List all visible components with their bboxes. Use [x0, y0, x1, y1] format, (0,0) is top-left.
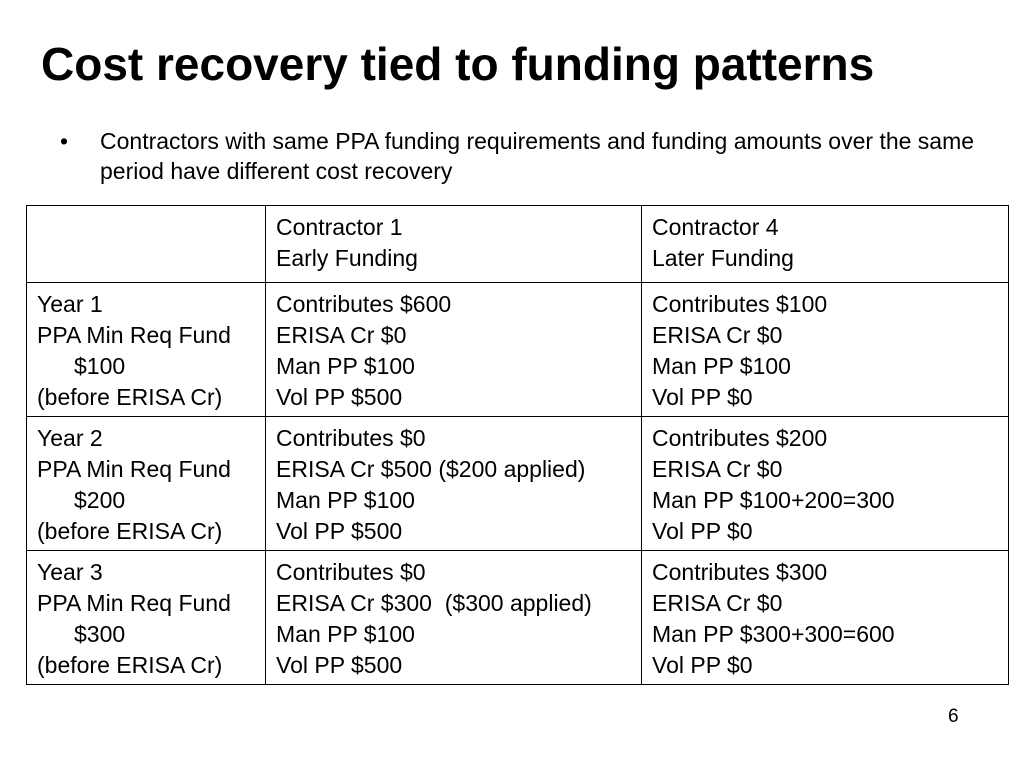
year-label-cell [27, 551, 266, 685]
voluntary-pp-text: Vol PP $0 [652, 518, 753, 544]
header-cell-empty [27, 206, 266, 283]
voluntary-pp-text: Vol PP $500 [276, 518, 403, 544]
header-funding-pattern: Later Funding [652, 245, 794, 271]
requirement-amount: $300 [74, 621, 126, 647]
erisa-credit-text: ERISA Cr $0 [652, 590, 783, 616]
contractor-1-cell [266, 283, 642, 417]
page-number: 6 [948, 706, 959, 727]
requirement-label: PPA Min Req Fund [37, 590, 231, 616]
erisa-credit-text: ERISA Cr $0 [652, 322, 783, 348]
requirement-amount: $100 [74, 353, 126, 379]
erisa-credit-text: ERISA Cr $500 ($200 applied) [276, 456, 586, 482]
erisa-credit-text: ERISA Cr $0 [276, 322, 407, 348]
contribution-text: Contributes $0 [276, 559, 426, 585]
erisa-credit-text: ERISA Cr $0 [652, 456, 783, 482]
table-row [27, 417, 1009, 551]
table-row [27, 551, 1009, 685]
erisa-credit-text: ERISA Cr $300 ($300 applied) [276, 590, 592, 616]
header-contractor-name: Contractor 1 [276, 214, 403, 240]
contractor-1-cell [266, 417, 642, 551]
contractor-4-cell [642, 417, 1009, 551]
contribution-text: Contributes $0 [276, 425, 426, 451]
contractor-1-cell [266, 551, 642, 685]
header-contractor-name: Contractor 4 [652, 214, 779, 240]
header-cell-contractor-4 [642, 206, 1009, 283]
year-label-cell [27, 283, 266, 417]
voluntary-pp-text: Vol PP $0 [652, 652, 753, 678]
contribution-text: Contributes $200 [652, 425, 828, 451]
bullet-text: Contractors with same PPA funding requirements and funding amounts over the same period have different cost recovery [100, 128, 975, 184]
cost-recovery-table [26, 205, 1009, 685]
requirement-amount: $200 [74, 487, 126, 513]
contribution-text: Contributes $100 [652, 291, 828, 317]
voluntary-pp-text: Vol PP $500 [276, 652, 403, 678]
year-label: Year 1 [37, 291, 103, 317]
mandatory-pp-text: Man PP $300+300=600 [652, 621, 895, 647]
year-label-cell [27, 417, 266, 551]
requirement-label: PPA Min Req Fund [37, 322, 231, 348]
requirement-note: (before ERISA Cr) [37, 652, 223, 678]
contribution-text: Contributes $600 [276, 291, 452, 317]
mandatory-pp-text: Man PP $100 [276, 353, 415, 379]
slide-title: Cost recovery tied to funding patterns [41, 38, 875, 90]
mandatory-pp-text: Man PP $100 [276, 487, 415, 513]
mandatory-pp-text: Man PP $100 [276, 621, 415, 647]
mandatory-pp-text: Man PP $100 [652, 353, 791, 379]
requirement-note: (before ERISA Cr) [37, 384, 223, 410]
requirement-label: PPA Min Req Fund [37, 456, 231, 482]
year-label: Year 3 [37, 559, 103, 585]
voluntary-pp-text: Vol PP $500 [276, 384, 403, 410]
voluntary-pp-text: Vol PP $0 [652, 384, 753, 410]
header-funding-pattern: Early Funding [276, 245, 418, 271]
contribution-text: Contributes $300 [652, 559, 828, 585]
table-row [27, 283, 1009, 417]
header-cell-contractor-1 [266, 206, 642, 283]
table-header-row [27, 206, 1009, 283]
year-label: Year 2 [37, 425, 103, 451]
bullet-dot-icon: • [60, 128, 69, 154]
mandatory-pp-text: Man PP $100+200=300 [652, 487, 895, 513]
contractor-4-cell [642, 283, 1009, 417]
requirement-note: (before ERISA Cr) [37, 518, 223, 544]
contractor-4-cell [642, 551, 1009, 685]
